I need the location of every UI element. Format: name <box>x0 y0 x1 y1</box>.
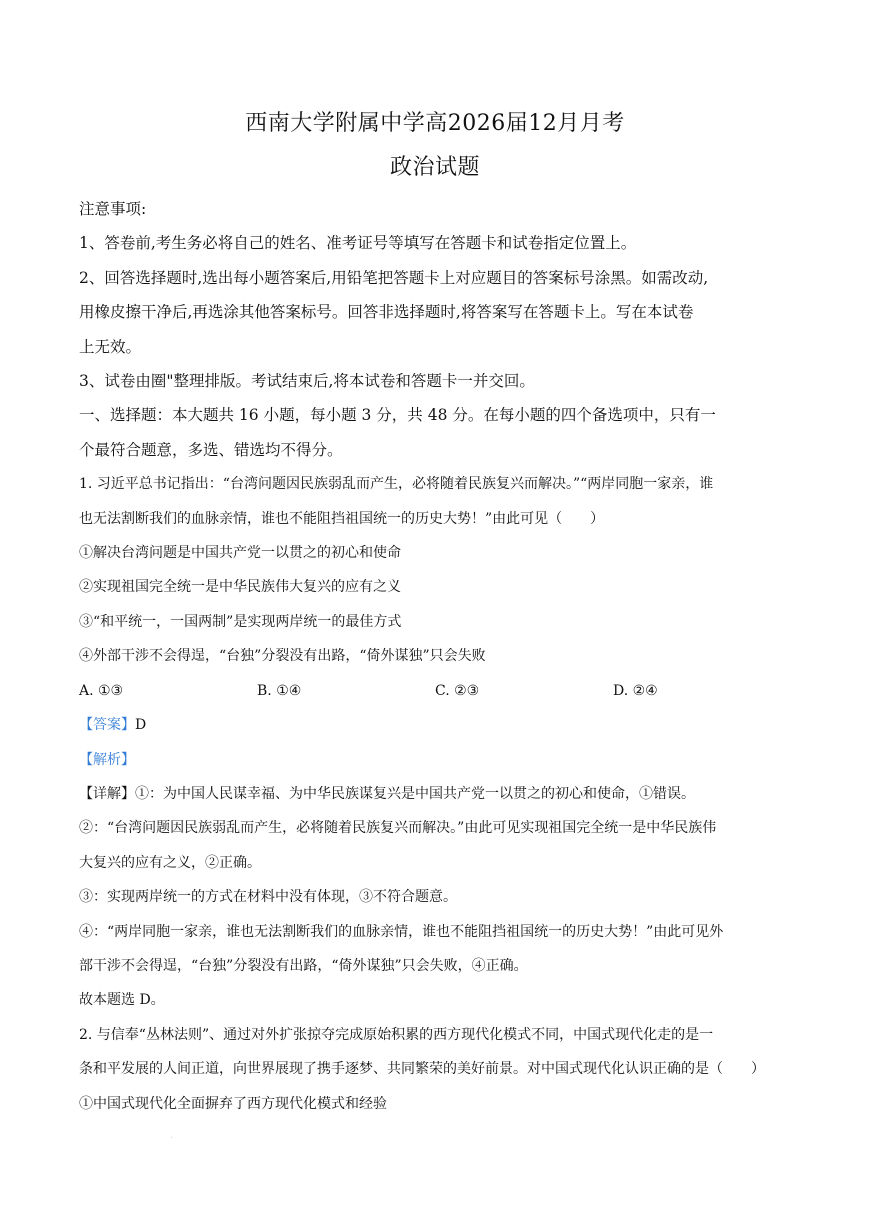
notice-item: 用橡皮擦干净后,再选涂其他答案标号。回答非选择题时,将答案写在答题卡上。写在本试卷 <box>79 303 694 322</box>
exam-subtitle: 政治试题 <box>389 155 480 180</box>
question-2 <box>79 1018 795 1121</box>
statement: ①解决台湾问题是中国共产党一以贯之的初心和使命 <box>79 545 401 562</box>
answer-tag: 【答案】 <box>79 717 135 734</box>
question-stem: 条和平发展的人间正道，向世界展现了携手逐梦、共同繁荣的美好前景。对中国式现代化认识正确的是（ ） <box>79 1061 765 1078</box>
option-d: D. ②④ <box>613 682 658 699</box>
analysis-tag: 【解析】 <box>79 751 135 768</box>
answer-options <box>79 674 795 708</box>
notice-heading: 注意事项: <box>79 200 147 218</box>
statement: ①中国式现代化全面摒弃了西方现代化模式和经验 <box>79 1095 387 1112</box>
detail-text: 大复兴的应有之义，②正确。 <box>79 854 261 871</box>
notice-item: 3、试卷由圈"整理排版。考试结束后,将本试卷和答题卡一并交回。 <box>79 372 535 391</box>
statement: ②实现祖国完全统一是中华民族伟大复兴的应有之义 <box>79 579 401 596</box>
notice-item: 上无效。 <box>79 337 142 356</box>
detail-text: ③：实现两岸统一的方式在材料中没有体现，③不符合题意。 <box>79 889 457 906</box>
statement: ④外部干涉不会得逞，“台独”分裂没有出路，“倚外谋独”只会失败 <box>79 648 486 665</box>
statement: ③“和平统一，一国两制”是实现两岸统一的最佳方式 <box>79 613 402 630</box>
question-stem: 1. 习近平总书记指出：“台湾问题因民族弱乱而产生，必将随着民族复兴而解决。”“两岸同胞一家亲，谁 <box>79 476 714 493</box>
notice-item: 1、答卷前,考生务必将自己的姓名、准考证号等填写在答题卡和试卷指定位置上。 <box>79 234 637 253</box>
detail-line <box>79 777 795 811</box>
section-instruction: 个最符合题意，多选、错选均不得分。 <box>79 440 343 459</box>
option-c: C. ②③ <box>435 682 480 699</box>
analysis-line <box>79 743 795 777</box>
question-stem: 也无法割断我们的血脉亲情，谁也不能阻挡祖国统一的历史大势！”由此可见（ ） <box>79 510 605 527</box>
detail-text: ④：“两岸同胞一家亲，谁也无法割断我们的血脉亲情，谁也不能阻挡祖国统一的历史大势！”由此可见外 <box>79 923 724 940</box>
answer-line <box>79 708 795 742</box>
question-stem: 2. 与信奉“丛林法则”、通过对外扩张掠夺完成原始积累的西方现代化模式不同，中国式现代化走的是一 <box>79 1026 714 1043</box>
exam-title: 西南大学附属中学高2026届12月月考 <box>245 111 625 136</box>
detail-text: 部干涉不会得逞，“台独”分裂没有出路，“倚外谋独”只会失败，④正确。 <box>79 957 528 974</box>
detail-tag: 【详解】 <box>79 785 135 802</box>
notice-item: 2、回答选择题时,选出每小题答案后,用铅笔把答题卡上对应题目的答案标号涂黑。如需改动, <box>79 268 709 287</box>
option-a: A. ①③ <box>79 682 124 699</box>
detail-text: ②：“台湾问题因民族弱乱而产生，必将随着民族复兴而解决。”由此可见实现祖国完全统一是中华民族伟 <box>79 820 717 837</box>
question-1 <box>79 467 795 1018</box>
detail-conclusion: 故本题选 D。 <box>79 992 165 1009</box>
exam-content <box>79 192 795 1121</box>
answer-value: D <box>135 717 147 734</box>
notice-section <box>79 192 795 467</box>
option-b: B. ①④ <box>257 682 302 699</box>
section-instruction: 一、选择题：本大题共 16 小题，每小题 3 分，共 48 分。在每小题的四个备选项中，只有一 <box>79 406 716 425</box>
page-mark: · <box>170 1133 174 1144</box>
detail-text: ①：为中国人民谋幸福、为中华民族谋复兴是中国共产党一以贯之的初心和使命，①错误。 <box>135 785 695 802</box>
